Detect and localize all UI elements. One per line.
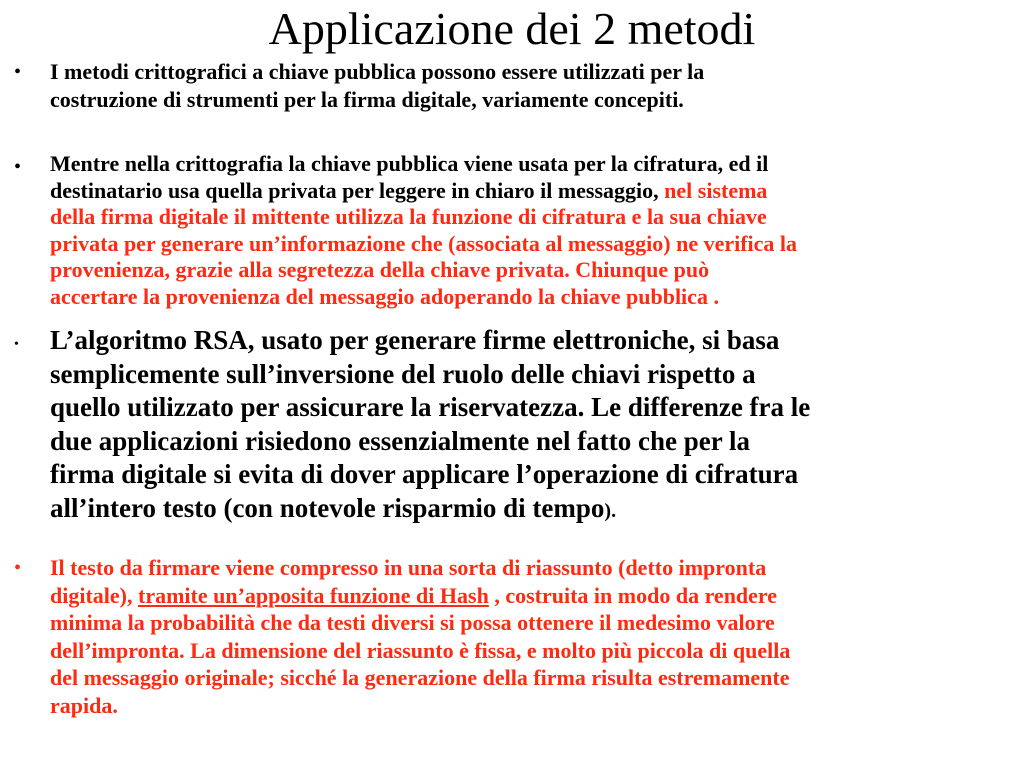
bullet-2-red-line: privata per generare un’informazione che (associata al messaggio) ne verifica la	[50, 230, 798, 256]
bullet-4-line	[50, 582, 1016, 610]
bullet-4-line: minima la probabilità che da testi diversi si possa ottenere il medesimo valore	[50, 610, 775, 635]
bullet-4-line-part: digitale),	[50, 582, 138, 608]
bullet-3-last-line-main: all’intero testo (con notevole risparmio di tempo	[50, 492, 605, 523]
bullet-3-last-line-end: ).	[604, 499, 617, 522]
bullet-3-line: due applicazioni risiedono essenzialmente nel fatto che per la	[50, 425, 750, 456]
slide-title: Applicazione dei 2 metodi	[268, 3, 756, 54]
bullet-2-text	[50, 151, 1016, 310]
bullet-2-line-black: destinatario usa quella privata per leggere in chiaro il messaggio,	[50, 177, 665, 203]
bullet-3-line: firma digitale si evita di dover applicare l’operazione di cifratura	[50, 459, 799, 490]
bullet-4-line: del messaggio originale; sicché la generazione della firma risulta estremamente	[50, 665, 790, 690]
bullet-4-text	[50, 554, 1016, 719]
bullet-4-line-part: , costruita in modo da rendere	[488, 582, 778, 608]
bullet-3-line: semplicemente sull’inversione del ruolo delle chiavi rispetto a	[50, 358, 756, 389]
bullet-3-line: L’algoritmo RSA, usato per generare firme elettroniche, si basa	[50, 325, 780, 355]
bullet-2-red-line: della firma digitale il mittente utilizza la funzione di cifratura e la sua chiave	[50, 204, 767, 229]
bullet-1-text	[50, 58, 1016, 114]
bullet-marker: •	[14, 61, 22, 83]
bullet-marker: •	[14, 156, 22, 178]
bullet-2-red-line: provenienza, grazie alla segretezza della chiave privata. Chiunque può	[50, 257, 710, 282]
bullet-marker: •	[14, 557, 22, 579]
bullet-1-line: I metodi crittografici a chiave pubblica possono essere utilizzati per la	[50, 59, 705, 84]
bullet-marker: •	[14, 337, 19, 352]
bullet-3-line: quello utilizzato per assicurare la riservatezza. Le differenze fra le	[50, 392, 811, 423]
bullet-3-text	[50, 324, 1016, 529]
bullet-3-line	[50, 492, 1016, 529]
bullet-4-line: dell’impronta. La dimensione del riassunto è fissa, e molto più piccola di quella	[50, 637, 791, 663]
bullet-1-line: costruzione di strumenti per la firma digitale, variamente concepiti.	[50, 87, 684, 112]
bullet-2-line	[50, 178, 1016, 205]
bullet-2-red-line: accertare la provenienza del messaggio adoperando la chiave pubblica .	[50, 283, 719, 309]
bullet-4-line: Il testo da firmare viene compresso in una sorta di riassunto (detto impronta	[50, 555, 767, 580]
bullet-4-line: rapida.	[50, 692, 118, 718]
bullet-2-line: Mentre nella crittografia la chiave pubblica viene usata per la cifratura, ed il	[50, 151, 769, 176]
hash-function-link[interactable]: tramite un’apposita funzione di Hash	[138, 582, 489, 608]
bullet-2-line-red: nel sistema	[664, 177, 768, 203]
